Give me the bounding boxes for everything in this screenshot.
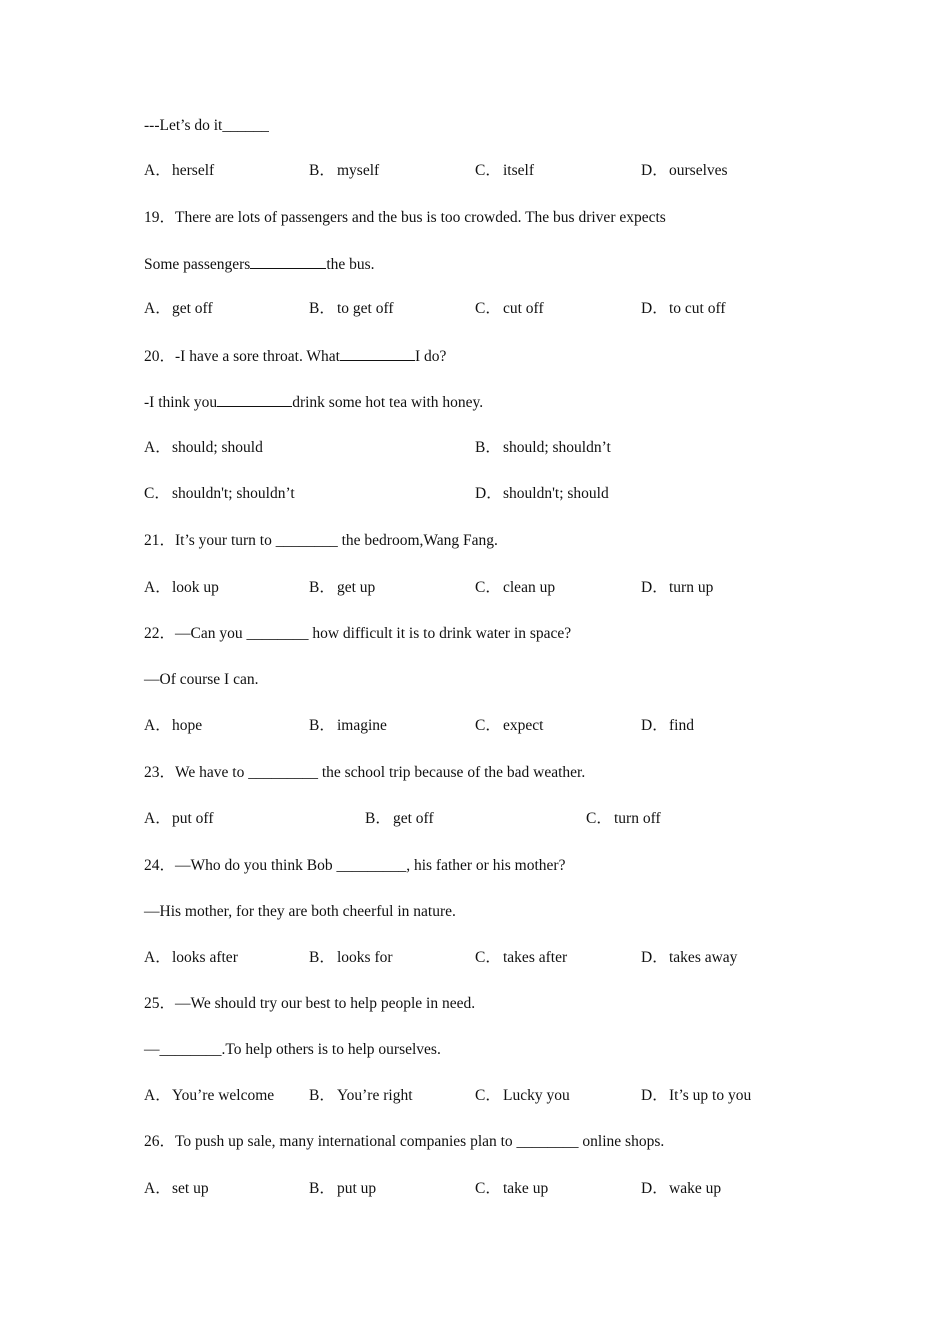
option-text: wake up <box>669 1180 722 1197</box>
q19-option-a <box>144 299 213 319</box>
option-letter: C． <box>475 1180 501 1197</box>
q22-option-c <box>475 716 543 736</box>
option-letter: A． <box>144 1087 171 1104</box>
q20-reply-post: drink some hot tea with honey. <box>292 394 484 411</box>
q26-option-b <box>309 1179 376 1199</box>
q25-stem-line1: 25．—We should try our best to help people in need. <box>144 995 476 1012</box>
option-letter: B． <box>309 579 335 596</box>
q25-stem-line2: —________.To help others is to help ourselves. <box>144 1041 441 1058</box>
option-letter: C． <box>144 485 170 502</box>
option-text: get off <box>393 810 434 827</box>
q18-option-c <box>475 161 534 181</box>
option-text: should; shouldn’t <box>503 439 611 456</box>
q24-option-b <box>309 948 393 968</box>
q20-stem-line2 <box>144 392 483 413</box>
option-text: clean up <box>503 579 556 596</box>
option-text: take up <box>503 1180 549 1197</box>
q20-stem-line1 <box>144 346 446 367</box>
q24-stem-line2: —His mother, for they are both cheerful in nature. <box>144 903 456 920</box>
q24-option-d <box>641 948 737 968</box>
option-letter: D． <box>641 1180 668 1197</box>
q24-stem-line1: 24．—Who do you think Bob _________, his father or his mother? <box>144 857 566 874</box>
option-letter: B． <box>309 949 335 966</box>
q26-stem: 26．To push up sale, many international companies plan to ________ online shops. <box>144 1133 665 1150</box>
option-letter: C． <box>475 949 501 966</box>
option-letter: B． <box>475 439 501 456</box>
q18-option-a <box>144 161 214 181</box>
q25-option-a <box>144 1086 274 1106</box>
q18-option-b <box>309 161 379 181</box>
q22-stem-line1: 22．—Can you ________ how difficult it is to drink water in space? <box>144 625 572 642</box>
option-text: put off <box>172 810 214 827</box>
q18-response-line: ---Let’s do it______ <box>144 117 269 134</box>
q22-option-a <box>144 716 202 736</box>
q20-option-a <box>144 438 263 458</box>
q22-stem-line2: —Of course I can. <box>144 671 259 688</box>
option-letter: C． <box>475 300 501 317</box>
option-text: itself <box>503 162 534 179</box>
q18-option-d <box>641 161 728 181</box>
option-letter: D． <box>641 949 668 966</box>
q26-option-d <box>641 1179 721 1199</box>
q21-stem: 21．It’s your turn to ________ the bedroom,Wang Fang. <box>144 532 498 549</box>
q19-option-d <box>641 299 726 319</box>
q23-option-a <box>144 809 213 829</box>
q22-option-b <box>309 716 387 736</box>
q19-stem-post: the bus. <box>326 256 375 273</box>
option-text: takes away <box>669 949 738 966</box>
option-text: should; should <box>172 439 263 456</box>
option-text: get off <box>172 300 213 317</box>
q23-option-b <box>365 809 434 829</box>
q23-option-c <box>586 809 661 829</box>
q22-option-d <box>641 716 694 736</box>
q25-option-b <box>309 1086 413 1106</box>
q19-stem-pre: Some passengers <box>144 256 251 273</box>
option-text: herself <box>172 162 215 179</box>
option-text: cut off <box>503 300 544 317</box>
q25-option-c <box>475 1086 570 1106</box>
q20-stem-pre: 20．-I have a sore throat. What <box>144 348 340 365</box>
option-text: look up <box>172 579 219 596</box>
option-letter: A． <box>144 162 171 179</box>
option-letter: A． <box>144 439 171 456</box>
q24-option-c <box>475 948 567 968</box>
option-text: set up <box>172 1180 209 1197</box>
option-text: turn off <box>614 810 661 827</box>
option-letter: D． <box>641 1087 668 1104</box>
option-letter: B． <box>365 810 391 827</box>
option-letter: A． <box>144 579 171 596</box>
option-letter: A． <box>144 1180 171 1197</box>
option-letter: D． <box>475 485 502 502</box>
option-letter: A． <box>144 300 171 317</box>
option-text: looks after <box>172 949 238 966</box>
option-letter: D． <box>641 579 668 596</box>
option-text: You’re welcome <box>172 1087 275 1104</box>
q24-option-a <box>144 948 238 968</box>
option-text: turn up <box>669 579 714 596</box>
option-letter: D． <box>641 300 668 317</box>
option-letter: B． <box>309 162 335 179</box>
answer-blank <box>217 392 292 407</box>
option-text: to get off <box>337 300 394 317</box>
option-text: expect <box>503 717 544 734</box>
option-letter: B． <box>309 1087 335 1104</box>
option-text: myself <box>337 162 380 179</box>
option-text: imagine <box>337 717 387 734</box>
q21-option-c <box>475 578 555 598</box>
q19-stem-line1: 19．There are lots of passengers and the bus is too crowded. The bus driver expects <box>144 209 666 226</box>
q23-stem: 23．We have to _________ the school trip because of the bad weather. <box>144 764 586 781</box>
option-text: looks for <box>337 949 393 966</box>
q25-option-d <box>641 1086 751 1106</box>
option-text: to cut off <box>669 300 726 317</box>
answer-blank <box>250 254 326 269</box>
q20-stem-post: I do? <box>414 348 447 365</box>
q21-option-d <box>641 578 713 598</box>
option-text: shouldn't; shouldn’t <box>172 485 295 502</box>
q21-option-a <box>144 578 219 598</box>
option-text: get up <box>337 579 376 596</box>
q20-reply-pre: -I think you <box>144 394 218 411</box>
option-letter: C． <box>586 810 612 827</box>
option-letter: C． <box>475 717 501 734</box>
option-text: ourselves <box>669 162 728 179</box>
option-text: put up <box>337 1180 377 1197</box>
option-text: shouldn't; should <box>503 485 609 502</box>
option-letter: A． <box>144 717 171 734</box>
q20-option-d <box>475 484 609 504</box>
option-letter: B． <box>309 300 335 317</box>
option-letter: A． <box>144 810 171 827</box>
option-letter: B． <box>309 717 335 734</box>
option-text: It’s up to you <box>669 1087 752 1104</box>
option-letter: A． <box>144 949 171 966</box>
option-letter: D． <box>641 162 668 179</box>
q26-option-c <box>475 1179 548 1199</box>
option-letter: B． <box>309 1180 335 1197</box>
option-text: Lucky you <box>503 1087 570 1104</box>
q20-option-b <box>475 438 611 458</box>
option-text: takes after <box>503 949 568 966</box>
option-text: find <box>669 717 694 734</box>
q21-option-b <box>309 578 375 598</box>
q20-option-c <box>144 484 295 504</box>
q19-option-c <box>475 299 544 319</box>
option-text: hope <box>172 717 203 734</box>
q19-stem-line2 <box>144 254 375 275</box>
option-letter: C． <box>475 1087 501 1104</box>
option-letter: C． <box>475 579 501 596</box>
answer-blank <box>340 346 415 361</box>
option-letter: D． <box>641 717 668 734</box>
option-text: You’re right <box>337 1087 413 1104</box>
q26-option-a <box>144 1179 209 1199</box>
q19-option-b <box>309 299 394 319</box>
option-letter: C． <box>475 162 501 179</box>
